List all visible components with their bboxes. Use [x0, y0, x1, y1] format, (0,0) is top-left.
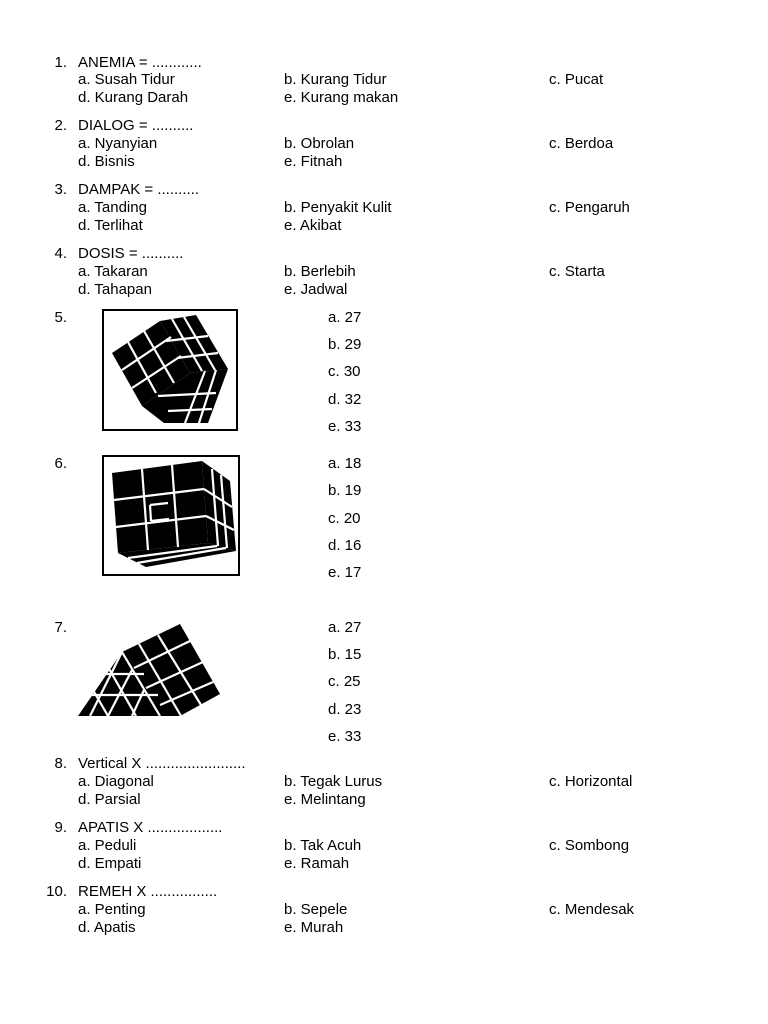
question-prompt: DIALOG = ..........	[78, 117, 194, 134]
option-e: e. Murah	[284, 919, 344, 936]
option-d: d. 16	[328, 537, 362, 554]
cube-figure-1	[102, 309, 238, 431]
option-d: d. Tahapan	[78, 281, 152, 298]
option-c: c. 20	[328, 510, 361, 527]
question-number: 2.	[54, 117, 67, 134]
question-number: 10.	[46, 883, 67, 900]
option-d: d. Kurang Darah	[78, 89, 189, 106]
option-e: e. Jadwal	[284, 281, 348, 298]
option-c: c. 30	[328, 363, 361, 380]
option-d: d. Empati	[78, 855, 142, 872]
option-a: a. Penting	[78, 901, 146, 918]
option-b: b. 29	[328, 336, 362, 353]
triangle-grid-icon	[76, 624, 224, 720]
option-a: a. Tanding	[78, 199, 147, 216]
option-e: e. Kurang makan	[284, 89, 399, 106]
option-e: e. Akibat	[284, 217, 342, 234]
option-a: a. Susah Tidur	[78, 71, 175, 88]
option-e: e. Ramah	[284, 855, 350, 872]
option-b: b. 15	[328, 646, 362, 663]
option-a: a. 27	[328, 619, 362, 636]
option-a: a. 18	[328, 455, 362, 472]
option-a: a. Peduli	[78, 837, 137, 854]
option-e: e. 17	[328, 564, 362, 581]
option-b: b. Sepele	[284, 901, 348, 918]
option-c: c. Pengaruh	[549, 199, 630, 216]
rubik-cube-icon	[104, 311, 236, 429]
option-a: a. Nyanyian	[78, 135, 158, 152]
option-d: d. 23	[328, 701, 362, 718]
question-number: 8.	[54, 755, 67, 772]
question-prompt: Vertical X ........................	[78, 755, 246, 772]
question-number: 3.	[54, 181, 67, 198]
question-number: 1.	[54, 54, 67, 71]
option-b: b. Tak Acuh	[284, 837, 362, 854]
cube-figure-2	[102, 455, 240, 576]
question-number: 9.	[54, 819, 67, 836]
option-c: c. Sombong	[549, 837, 630, 854]
option-e: e. Fitnah	[284, 153, 343, 170]
option-a: a. Diagonal	[78, 773, 154, 790]
option-c: c. Mendesak	[549, 901, 635, 918]
option-d: d. Terlihat	[78, 217, 143, 234]
question-prompt: DAMPAK = ..........	[78, 181, 200, 198]
question-prompt: DOSIS = ..........	[78, 245, 184, 262]
question-prompt: APATIS X ..................	[78, 819, 223, 836]
option-b: b. Berlebih	[284, 263, 356, 280]
option-d: d. Parsial	[78, 791, 141, 808]
triangle-figure	[76, 624, 224, 720]
option-c: c. Horizontal	[549, 773, 633, 790]
question-number: 7.	[54, 619, 67, 636]
option-c: c. Berdoa	[549, 135, 614, 152]
option-b: b. 19	[328, 482, 362, 499]
question-prompt: REMEH X ................	[78, 883, 218, 900]
question-number: 4.	[54, 245, 67, 262]
question-number: 6.	[54, 455, 67, 472]
question-number: 5.	[54, 309, 67, 326]
option-e: e. 33	[328, 418, 362, 435]
option-b: b. Kurang Tidur	[284, 71, 387, 88]
option-a: a. 27	[328, 309, 362, 326]
option-b: b. Obrolan	[284, 135, 355, 152]
option-d: d. Bisnis	[78, 153, 135, 170]
option-c: c. Pucat	[549, 71, 604, 88]
option-b: b. Tegak Lurus	[284, 773, 383, 790]
option-d: d. 32	[328, 391, 362, 408]
option-e: e. Melintang	[284, 791, 366, 808]
rubik-cube-icon	[104, 457, 238, 574]
option-e: e. 33	[328, 728, 362, 745]
option-c: c. Starta	[549, 263, 605, 280]
option-d: d. Apatis	[78, 919, 136, 936]
option-c: c. 25	[328, 673, 361, 690]
question-prompt: ANEMIA = ............	[78, 54, 202, 71]
option-b: b. Penyakit Kulit	[284, 199, 392, 216]
option-a: a. Takaran	[78, 263, 148, 280]
